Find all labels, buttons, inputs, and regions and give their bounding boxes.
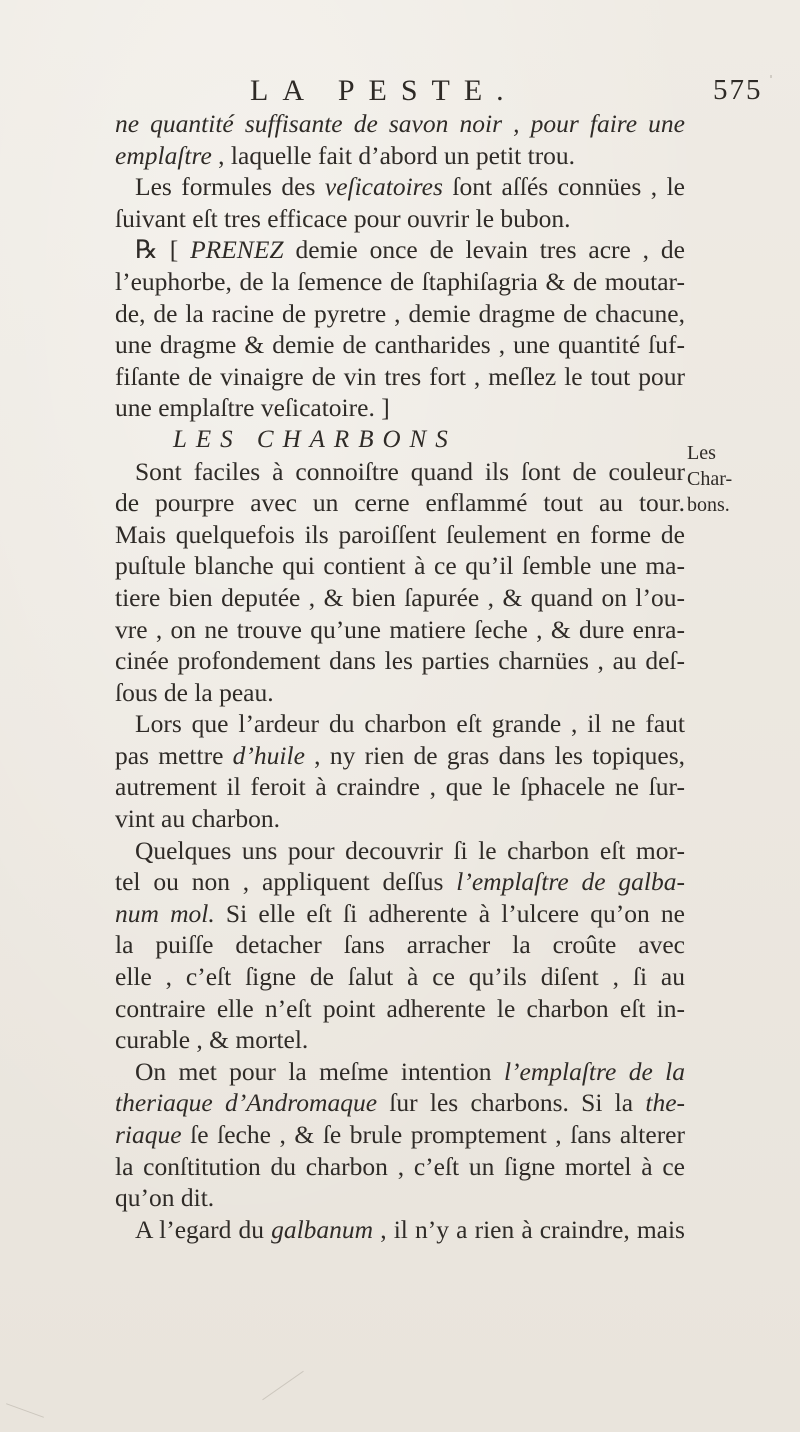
text-run: cinée profondement dans les parties charnües , au deſ- (115, 646, 685, 676)
text-line (115, 645, 685, 677)
text-line (115, 677, 685, 709)
text-run: elle , c’eſt ſigne de ſalut à ce qu’ils diſent , ſi au (115, 962, 685, 992)
text-run-italic: galbanum (271, 1214, 374, 1244)
text-run: Les formules des (135, 172, 325, 202)
text-run: la conſtitution du charbon , c’eſt un ſigne mortel à ce (115, 1151, 685, 1181)
text-run-italic: theriaque d’Andromaque (115, 1088, 378, 1118)
text-run: ℞ [ (135, 235, 191, 265)
page-number: 575 (713, 74, 763, 106)
text-run: ne quantité suffisante de savon noir , pour faire une (115, 109, 685, 138)
text-run: ſous de la peau. (115, 677, 274, 707)
text-line (115, 203, 685, 235)
text-run: On met pour la meſme intention (135, 1056, 504, 1086)
text-line (115, 961, 685, 993)
text-line (115, 582, 685, 614)
text-line (115, 1214, 685, 1246)
text-line (115, 993, 685, 1025)
text-line (115, 1119, 685, 1151)
text-run: puſtule blanche qui contient à ce qu’il ſemble une ma- (115, 551, 685, 581)
text-run: une dragme & demie de cantharides , une quantité ſuf- (115, 330, 685, 360)
text-line (115, 140, 685, 172)
text-line (115, 866, 685, 898)
margin-note-line: Les (687, 442, 716, 464)
text-run-italic: l’emplaſtre de galba- (456, 867, 685, 897)
text-run: A l’egard du (135, 1214, 272, 1244)
text-run-italic: riaque (115, 1120, 182, 1149)
text-run: vre , on ne trouve qu’une matiere ſeche , & dure enra- (115, 614, 685, 644)
text-line (115, 708, 685, 740)
text-run: , il n’y a rien à craindre, mais (373, 1214, 685, 1244)
text-run: , laquelle fait d’abord un petit trou. (211, 140, 576, 170)
text-run: Mais quelquefois ils paroiſſent ſeulement en forme de (115, 519, 685, 549)
text-run: une emplaſtre veſicatoire. ] (115, 393, 390, 423)
text-line (115, 771, 685, 803)
text-run: autrement il feroit à craindre , que le ſphacele ne ſur- (115, 772, 685, 802)
running-title: LA PESTE. (250, 74, 518, 107)
text-line (115, 519, 685, 551)
text-run: contraire elle n’eſt point adherente le charbon eſt in- (115, 993, 685, 1023)
text-line (115, 361, 685, 393)
text-line (115, 266, 685, 298)
text-line (115, 171, 685, 203)
text-line (115, 614, 685, 646)
text-line (115, 329, 685, 361)
text-run: Sont faciles à connoiſtre quand ils ſont de couleur (135, 456, 685, 486)
text-run-italic: emplaſtre (115, 140, 212, 170)
text-line (115, 1024, 685, 1056)
text-run: tiere bien deputée , & bien ſapurée , & quand on l’ou- (115, 582, 685, 612)
text-line (115, 1056, 685, 1088)
text-line (115, 929, 685, 961)
text-line (115, 1151, 685, 1183)
text-run-italic: d’huile (232, 740, 305, 770)
text-run: Quelques uns pour decouvrir ſi le charbon eſt mor- (135, 835, 685, 865)
text-run: curable , & mortel. (115, 1025, 309, 1055)
text-line (115, 234, 685, 266)
margin-note-line: bons. (687, 494, 730, 516)
text-run: , ny rien de gras dans les topiques, (304, 740, 685, 770)
text-run: l’euphorbe, de la ſemence de ſtaphiſagria & de moutar- (115, 266, 685, 296)
text-run: ſe ſeche , & ſe brule promptement , ſans alterer (181, 1120, 685, 1149)
text-run: ſont aſſés connües , le (442, 172, 685, 202)
paper-scuff-mark (6, 1403, 44, 1418)
text-run-italic: the- (645, 1088, 686, 1118)
text-line (115, 1087, 685, 1119)
page-header (0, 74, 800, 110)
text-run: fiſante de vinaigre de vin tres fort , meſlez le tout pour (115, 361, 685, 391)
text-run: la puiſſe detacher ſans arracher la croûte avec (115, 930, 685, 960)
text-line (115, 1182, 685, 1214)
text-line (115, 392, 685, 424)
main-text (115, 108, 685, 1245)
paper-scuff-mark (770, 75, 772, 78)
text-run-italic: l’emplaſtre de la (503, 1056, 685, 1086)
section-heading: LES CHARBONS (173, 425, 457, 453)
text-line (115, 487, 685, 519)
text-line (115, 456, 685, 488)
text-run: ſuivant eſt tres efficace pour ouvrir le bubon. (115, 203, 571, 233)
text-run: tel ou non , appliquent deſſus (115, 867, 457, 897)
text-line (115, 550, 685, 582)
margin-note (687, 440, 732, 518)
text-run-italic: num mol. (115, 898, 215, 928)
text-line (115, 803, 685, 835)
text-run: de, de la racine de pyretre , demie dragme de chacune, (115, 298, 685, 328)
text-line (115, 835, 685, 867)
text-line (115, 108, 685, 140)
text-run: Lors que l’ardeur du charbon eſt grande , il ne faut (135, 709, 685, 739)
text-line (115, 740, 685, 772)
paper-scuff-mark (262, 1371, 304, 1400)
text-run: de pourpre avec un cerne enflammé tout au tour. (115, 488, 685, 518)
margin-note-line: Char- (687, 468, 733, 490)
text-run-italic: PRENEZ (190, 235, 284, 265)
text-line (115, 898, 685, 930)
text-run-italic: veſicatoires (324, 172, 443, 202)
text-line (115, 298, 685, 330)
text-run: Si elle eſt ſi adherente à l’ulcere qu’on ne (214, 898, 685, 928)
text-run: demie once de levain tres acre , de (283, 235, 685, 265)
text-run: ſur les charbons. Si la (377, 1088, 646, 1118)
text-run: vint au charbon. (115, 804, 280, 834)
text-run: qu’on dit. (115, 1183, 215, 1213)
text-run: pas mettre (115, 740, 233, 770)
